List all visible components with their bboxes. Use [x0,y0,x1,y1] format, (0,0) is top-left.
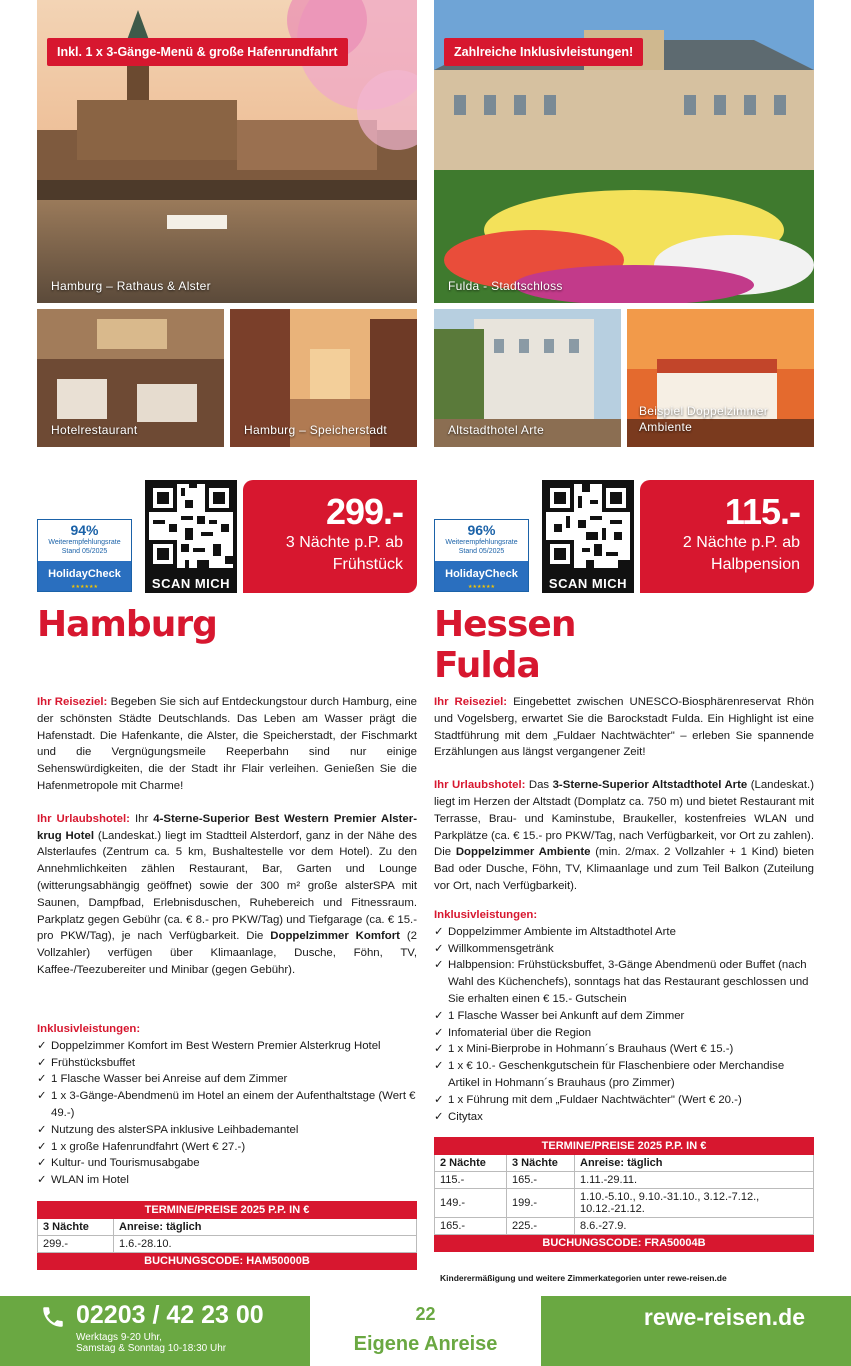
list-item: ✓ WLAN im Hotel [37,1172,417,1189]
hotel-text-1: Ihr [134,812,149,825]
fulda-room-photo [627,309,814,447]
hamburg-speicherstadt-photo [230,309,417,447]
list-item: ✓ Halbpension: Frühstücksbuffet, 3-Gänge Abendmenü oder Buffet (nach Wahl des Küchenchefs), sonntags hat das Restaurant geschlossen und Sie erhalten einen € 15.- Gutschein [434,957,814,1007]
table-row [435,1218,814,1235]
price-board: Halbpension [711,556,800,573]
table-row [435,1189,814,1218]
price-nights: 3 Nächte p.P. ab [285,534,403,551]
table-cell: 299.- [38,1236,114,1253]
list-item: ✓ 1 x € 10.- Geschenkgutschein für Flaschenbiere oder Merchandise Artikel in Hohmann´s Brauhaus (pro Zimmer) [434,1058,814,1092]
hamburg-main-caption: Hamburg – Rathaus & Alster [51,279,211,293]
hotel-text-3: (min. 2/max. 2 Vollzahler + 1 Kind) bieten Bad oder Dusche, Föhn, TV, Klimaanlage und zum Teil Balkon (Zuteilung vor Ort, nach Verfügbarkeit). [434,846,815,892]
rating-percent: 96% [467,522,496,538]
table-cell: 115.- [435,1172,507,1189]
hotel-text-3: (2 Vollzahler) verfügen über Klimaanlage, Dusche, Föhn, TV, Kaffee-/Teezubereiter und Minibar (gegen Gebühr). [37,930,417,976]
table-cell: 1.11.-29.11. [575,1172,814,1189]
opening-hours [76,1332,226,1354]
fulda-small2-caption: Beispiel Doppelzimmer Ambiente [639,404,769,434]
footer-phone-section [0,1296,310,1366]
list-item: ✓ 1 x Mini-Bierprobe in Hohmann´s Brauhaus (Wert € 15.-) [434,1041,814,1058]
qr-code-icon [546,484,630,568]
holidaycheck-badge [434,519,529,592]
fulda-main-photo [434,0,814,303]
table-cell: 1.6.-28.10. [114,1236,417,1253]
fulda-banner: Zahlreiche Inklusivleistungen! [444,38,643,66]
hotel-label: Ihr Urlaubshotel: [37,812,130,825]
reiseziel-text: Begeben Sie sich auf Entdeckungstour durch Hamburg, eine der schönsten Städte Deutschlands. Das Leben am Wasser prägt die Hafenstadt. Die Hafenkante, die Alster, die Speicherstadt, der Fischmarkt und die Vergnügungsmeile Reeperbahn sind nur einige Sehenswürdigkeiten, die der Stadt ihr Flair verleihen. Genießen Sie die Hafenmetropole mit Charme! [37,696,417,792]
rating-stars-icon: ★★★★★★ [71,584,98,590]
list-item: ✓ Frühstücksbuffet [37,1055,417,1072]
page-number: 22 [415,1304,436,1324]
scan-label: SCAN MICH [548,576,628,591]
table-title: TERMINE/PREISE 2025 P.P. IN € [38,1202,417,1219]
list-item: ✓ Doppelzimmer Komfort im Best Western Premier Alsterkrug Hotel [37,1038,417,1055]
city-title: Fulda [434,645,540,686]
qr-code[interactable] [145,480,237,593]
table-cell: 1.10.-5.10., 9.10.-31.10., 3.12.-7.12., 10.12.-21.12. [575,1189,814,1218]
table-cell: 225.- [507,1218,575,1235]
list-item: ✓ 1 Flasche Wasser bei Anreise auf dem Zimmer [37,1071,417,1088]
travel-type: Eigene Anreise [353,1333,498,1355]
qr-code-icon [149,484,233,568]
inclusions-title: Inklusivleistungen: [434,909,538,921]
holidaycheck-badge [37,519,132,592]
qr-code[interactable] [542,480,634,593]
region-title: Hessen [434,604,576,645]
price: 115.- [724,491,800,532]
hotel-text-2: (Landeskat.) liegt im Herzen der Altstadt (Domplatz ca. 750 m) und bietet Restaurant mit Terrasse, Brau- und Kaminstube, Braukeller, kostenfreies WLAN und Parkplätze (ca. € 15.- pro PKW/Tag, nach Verfügbarkeit, vor Ort zu zahlen). Die [434,779,815,859]
price-nights: 2 Nächte p.P. ab [682,534,800,551]
table-cell: 199.- [507,1189,575,1218]
list-item: ✓ Willkommensgetränk [434,941,814,958]
price-box [243,480,417,593]
fulda-price-table [434,1137,814,1252]
reiseziel-label: Ihr Reiseziel: [434,696,508,708]
hamburg-restaurant-photo [37,309,224,447]
phone-number[interactable]: 02203 / 42 23 00 [76,1301,264,1329]
list-item: ✓ Doppelzimmer Ambiente im Altstadthotel Arte [434,924,814,941]
rating-label: Weiterempfehlungsrate [445,539,518,546]
price-box [640,480,814,593]
list-item: ✓ 1 x große Hafenrundfahrt (Wert € 27.-) [37,1139,417,1156]
table-cell: 165.- [435,1218,507,1235]
holidaycheck-logo: HolidayCheck [435,561,528,591]
hamburg-small1-caption: Hotelrestaurant [51,423,138,437]
table-cell: 149.- [435,1189,507,1218]
table-header: 2 Nächte [435,1155,507,1172]
list-item: ✓ 1 x 3-Gänge-Abendmenü im Hotel an einem der Aufenthaltstage (Wert € 49.-) [37,1088,417,1122]
table-cell: 8.6.-27.9. [575,1218,814,1235]
rating-date: Stand 05/2025 [458,548,505,555]
fulda-hotel-photo [434,309,621,447]
booking-code: BUCHUNGSCODE: FRA50004B [435,1235,814,1252]
inclusions-list [37,1038,417,1189]
hamburg-description [37,694,417,979]
list-item: ✓ Citytax [434,1109,814,1126]
fulda-inclusions [434,907,814,1125]
table-row [435,1172,814,1189]
table-title: TERMINE/PREISE 2025 P.P. IN € [435,1138,814,1155]
hamburg-small2-caption: Hamburg – Speicherstadt [244,423,387,437]
hotel-text-1: Das [528,779,550,792]
table-header: 3 Nächte [38,1219,114,1236]
list-item: ✓ Kultur- und Tourismusabgabe [37,1155,417,1172]
city-title: Hamburg [37,604,217,645]
scan-label: SCAN MICH [151,576,231,591]
table-cell: 165.- [507,1172,575,1189]
list-item: ✓ Infomaterial über die Region [434,1025,814,1042]
rating-percent: 94% [70,522,99,538]
table-header: Anreise: täglich [575,1155,814,1172]
footer [0,1296,851,1366]
list-item: ✓ 1 x Führung mit dem „Fuldaer Nachtwächter" (Wert € 20.-) [434,1092,814,1109]
hotel-paragraph [37,811,417,979]
reiseziel-paragraph [37,694,417,795]
reiseziel-label: Ihr Reiseziel: [37,696,108,708]
price-board: Frühstück [332,556,403,573]
reiseziel-paragraph [434,694,814,761]
children-discount-note: Kinderermäßigung und weitere Zimmerkategorien unter rewe-reisen.de [440,1273,727,1283]
room-name: Doppelzimmer Komfort [270,930,400,943]
rating-stars-icon: ★★★★★★ [468,584,495,590]
hours-weekend: Samstag & Sonntag 10-18:30 Uhr [76,1343,227,1354]
holidaycheck-logo: HolidayCheck [38,561,131,591]
hamburg-main-photo [37,0,417,303]
table-header: Anreise: täglich [114,1219,417,1236]
hotel-text-2: (Landeskat.) liegt im Stadtteil Alsterdorf, ganz in der Nähe des Alsterlaufes (Zentrum ca. 5 km, Bushaltestelle vor dem Hotel). Zu den Annehmlichkeiten zählen Restaurant, Bar, Garten und Lounge (witterungsabhängig geöffnet) sowie der 300 m² große alsterSPA mit Saunen, Dampfbad, Erlebnisduschen, Ruhebereich und Fitnessraum. Parkplatz gegen Gebühr (ca. € 8.- pro PKW/Tag) und Tiefgarage (ca. € 15.- pro PKW/Tag), je nach Verfügbarkeit. Die [37,829,417,943]
table-row [38,1236,417,1253]
hamburg-price-table [37,1201,417,1270]
hotel-paragraph [434,777,814,895]
inclusions-list [434,924,814,1126]
website-link[interactable]: rewe-reisen.de [643,1304,805,1330]
hotel-name: 4-Sterne-Superior Best Western Premier Alsterkrug Hotel [37,812,417,842]
phone-icon [40,1304,66,1330]
price: 299.- [325,491,403,532]
room-name: Doppelzimmer Ambiente [455,846,591,859]
hotel-label: Ihr Urlaubshotel: [434,779,526,792]
fulda-description [434,694,814,895]
reiseziel-text: Eingebettet zwischen UNESCO-Biosphärenreservat Rhön und Vogelsberg, erwartet Sie die Barockstadt Fulda. Ein Highlight ist eine Stadtführung mit dem „Fuldaer Nachtwächter" – erleben Sie spannende Erzählungen aus längst vergangener Zeit! [434,696,814,759]
rating-date: Stand 05/2025 [61,548,108,555]
hamburg-banner: Inkl. 1 x 3-Gänge-Menü & große Hafenrundfahrt [47,38,348,66]
fulda-small1-caption: Altstadthotel Arte [448,423,545,437]
list-item: ✓ 1 Flasche Wasser bei Ankunft auf dem Zimmer [434,1008,814,1025]
inclusions-title: Inklusivleistungen: [37,1023,141,1035]
footer-website-section [541,1296,851,1366]
booking-code: BUCHUNGSCODE: HAM50000B [38,1253,417,1270]
table-header: 3 Nächte [507,1155,575,1172]
list-item: ✓ Nutzung des alsterSPA inklusive Leihbademantel [37,1122,417,1139]
fulda-main-caption: Fulda - Stadtschloss [448,279,563,293]
hamburg-inclusions [37,1021,417,1189]
hotel-name: 3-Sterne-Superior Altstadthotel Arte [552,779,748,792]
hours-weekday: Werktags 9-20 Uhr, [76,1332,162,1343]
rating-label: Weiterempfehlungsrate [48,539,121,546]
footer-center [310,1296,541,1366]
